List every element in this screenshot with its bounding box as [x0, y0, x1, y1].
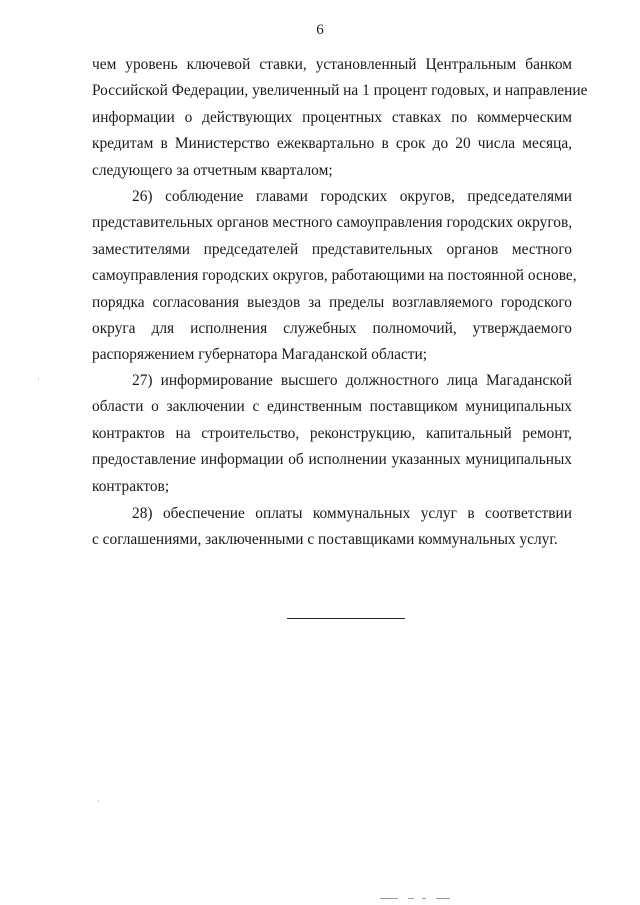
text-line: заместителями председателей представительных органов местного: [92, 240, 572, 258]
text-line: следующего за отчетным кварталом;: [92, 161, 333, 179]
text-line: контрактов;: [92, 477, 170, 495]
text-line: самоуправления городских округов, работающими на постоянной основе,: [92, 267, 577, 285]
text-line: 27) информирование высшего должностного лица Магаданской: [132, 372, 572, 389]
paragraph-item-26: [92, 184, 577, 369]
closing-divider-line: [287, 618, 405, 619]
text-line: распоряжением губернатора Магаданской области;: [92, 346, 428, 364]
text-line: Российской Федерации, увеличенный на 1 процент годовых, и направление: [92, 82, 588, 100]
scan-artifact-mark: [98, 800, 99, 802]
text-line: представительных органов местного самоуправления городских округов,: [92, 214, 573, 232]
scan-artifact-mark: [436, 898, 450, 899]
text-line: 28) обеспечение оплаты коммунальных услуг в соответствии: [132, 505, 572, 522]
text-line: кредитам в Министерство ежеквартально в срок до 20 числа месяца,: [92, 135, 572, 153]
scan-artifact-mark: [408, 898, 414, 899]
page-number: 6: [316, 22, 324, 38]
text-line: порядка согласования выездов за пределы возглавляемого городского: [92, 293, 572, 311]
footer-scan-marks: [380, 898, 460, 900]
text-line: контрактов на строительство, реконструкцию, капитальный ремонт,: [92, 424, 572, 442]
text-line: с соглашениями, заключенными с поставщиками коммунальных услуг.: [92, 531, 558, 549]
text-line: области о заключении с единственным поставщиком муниципальных: [92, 398, 572, 416]
text-line: информации о действующих процентных ставках по коммерческим: [92, 108, 572, 126]
scan-artifact-mark: [38, 378, 39, 380]
paragraph-item-28: [92, 501, 572, 554]
text-line: предоставление информации об исполнении указанных муниципальных: [92, 451, 572, 469]
paragraph-continuation: [92, 52, 588, 184]
text-line: 26) соблюдение главами городских округов, председателями: [132, 188, 572, 205]
text-line: чем уровень ключевой ставки, установленный Центральным банком: [92, 56, 572, 73]
text-line: округа для исполнения служебных полномочий, утверждаемого: [92, 320, 572, 338]
scan-artifact-mark: [422, 898, 426, 899]
paragraph-item-27: [92, 368, 572, 500]
scan-artifact-mark: [380, 898, 398, 899]
